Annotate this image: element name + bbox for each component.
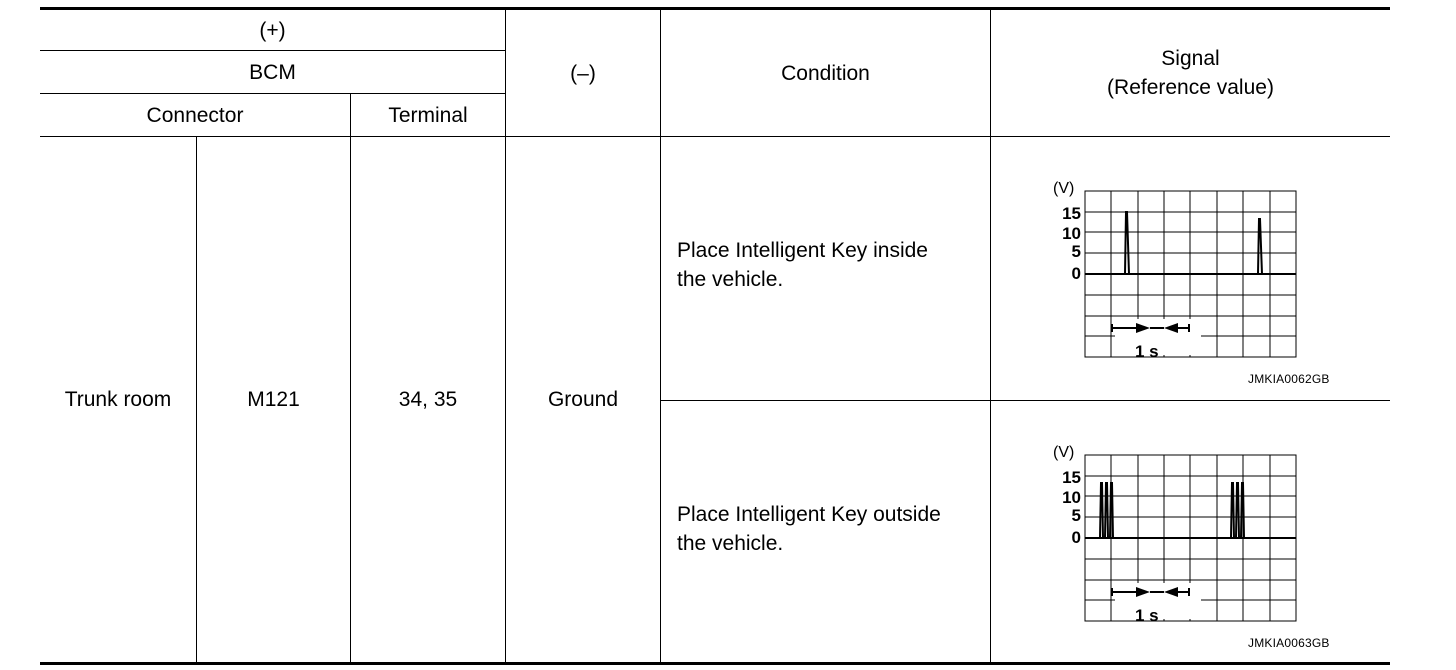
terminal-table [40,7,1390,665]
header-signal-line2: (Reference value) [1107,76,1274,99]
header-bcm: BCM [249,60,296,84]
condition-inside [677,236,928,294]
tick-label: 0 [1071,264,1081,283]
header-connector: Connector [146,103,244,127]
volt-unit-label: (V) [1053,180,1075,197]
condition-outside-line2: the vehicle. [677,532,784,555]
header-signal-line1: Signal [1161,47,1220,70]
figure-code: JMKIA0063GB [1248,636,1330,650]
header-signal [991,10,1390,136]
cell-terminal: 34, 35 [398,388,458,411]
cell-location: Trunk room [64,388,172,411]
tick-label: 15 [1062,204,1081,223]
condition-outside [677,500,941,558]
volt-unit-label: (V) [1053,444,1075,461]
time-scale-label: 1 s [1135,606,1159,625]
tick-label: 10 [1062,224,1081,243]
header-plus: (+) [259,18,286,42]
signal-graph-inside [1040,179,1340,379]
signal-graph-outside [1040,443,1340,643]
tick-label: 15 [1062,468,1081,487]
tick-label: 0 [1071,528,1081,547]
condition-inside-line1: Place Intelligent Key inside [677,239,928,262]
cell-connector: M121 [247,388,300,411]
tick-label: 5 [1071,506,1081,525]
waveform-plot [1040,443,1340,643]
tick-label: 5 [1071,242,1081,261]
header-minus: (–) [570,61,596,85]
condition-outside-line1: Place Intelligent Key outside [677,503,941,526]
time-scale-label: 1 s [1135,342,1159,361]
header-condition: Condition [781,61,870,85]
header-terminal: Terminal [388,103,468,127]
cell-ground: Ground [547,388,619,411]
condition-inside-line2: the vehicle. [677,268,784,291]
figure-code: JMKIA0062GB [1248,372,1330,386]
tick-label: 10 [1062,488,1081,507]
waveform-plot [1040,179,1340,379]
